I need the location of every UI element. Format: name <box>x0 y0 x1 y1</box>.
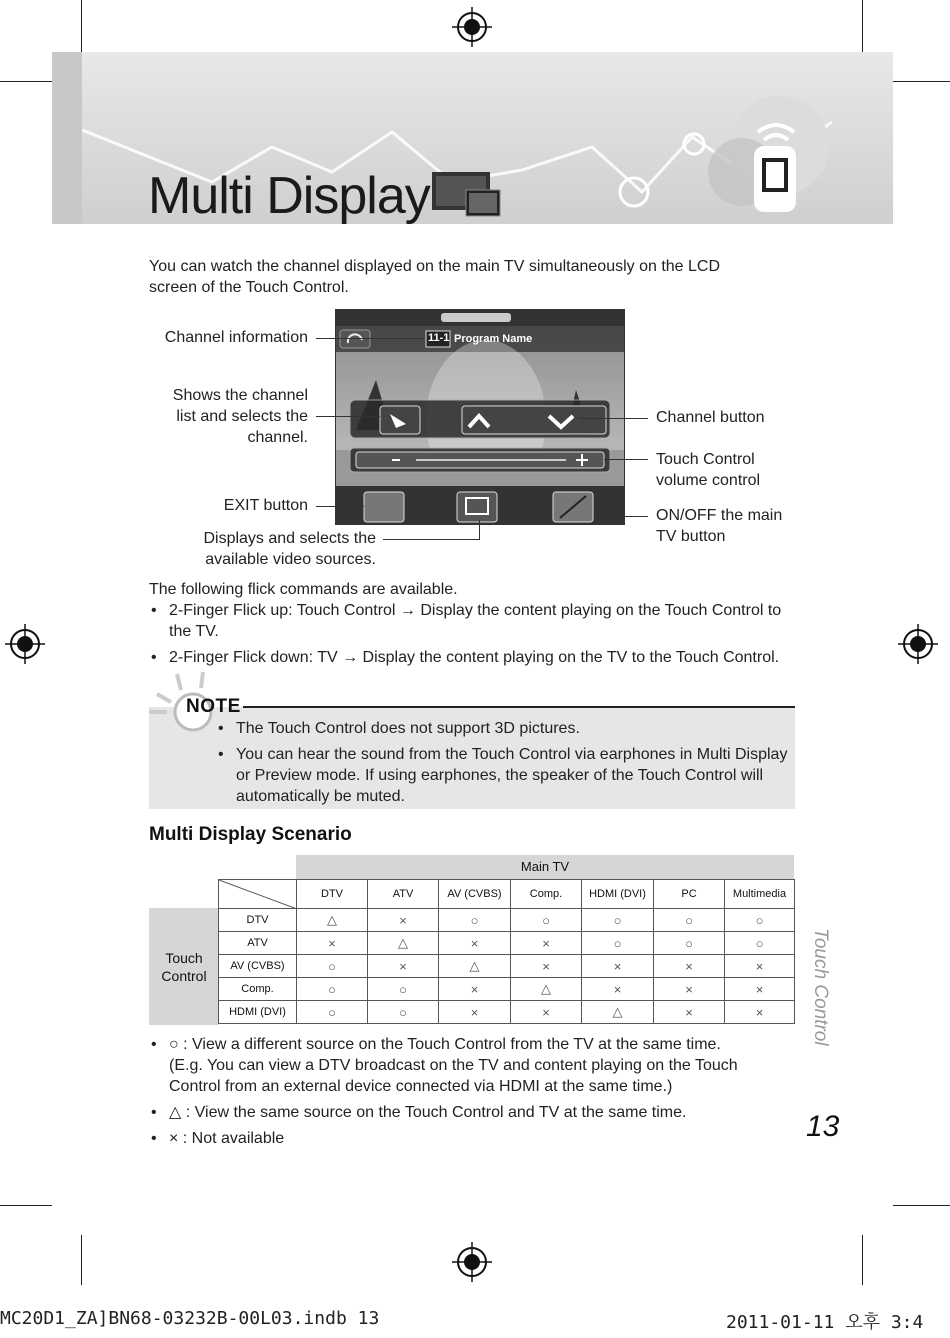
table-cell: ○ <box>297 978 368 1001</box>
legend-text: ○ : View a different source on the Touch Control from the TV at the same time. <box>169 1036 721 1053</box>
channel-number: 11-1 <box>428 332 450 344</box>
touch-control-label: Touch Control <box>161 949 207 984</box>
table-cell: × <box>582 978 654 1001</box>
column-header: Comp. <box>511 880 582 909</box>
table-cell: ○ <box>582 909 654 932</box>
list-item: • 2-Finger Flick down: TV → Display the content playing on the TV to the Touch Control. <box>149 647 794 668</box>
table-cell: × <box>654 978 725 1001</box>
table-cell: × <box>725 978 795 1001</box>
table-header-row <box>219 880 795 909</box>
callout-volume-control: Touch Control volume control <box>656 451 761 489</box>
table-row <box>219 978 795 1001</box>
crop-mark <box>0 1205 52 1206</box>
crop-mark <box>0 81 52 82</box>
touch-control-device-icon <box>748 120 804 216</box>
table-cell: × <box>511 932 582 955</box>
table-cell: × <box>654 1001 725 1024</box>
table-cell: × <box>725 955 795 978</box>
registration-mark-icon <box>452 7 492 47</box>
table-cell: ○ <box>725 932 795 955</box>
main-tv-header: Main TV <box>296 855 794 879</box>
column-header: AV (CVBS) <box>439 880 511 909</box>
crop-mark <box>862 0 863 52</box>
row-header: AV (CVBS) <box>219 955 297 978</box>
leader-line <box>604 459 648 460</box>
table-cell: × <box>439 1001 511 1024</box>
leader-line <box>479 520 480 540</box>
callout-exit-button: EXIT button <box>223 497 308 514</box>
legend-text: × : Not available <box>169 1130 285 1147</box>
table-cell: ○ <box>439 909 511 932</box>
leader-line <box>383 539 480 540</box>
side-section-label: Touch Control <box>810 928 831 1046</box>
footer-timestamp: 2011-01-11 오후 3:4 <box>726 1312 924 1333</box>
callout-channel-button: Channel button <box>656 409 765 426</box>
list-item: • The Touch Control does not support 3D pictures. <box>216 718 792 739</box>
table-cell: ○ <box>511 909 582 932</box>
row-header: HDMI (DVI) <box>219 1001 297 1024</box>
column-header: HDMI (DVI) <box>582 880 654 909</box>
legend-text: (E.g. You can view a DTV broadcast on the TV and content playing on the Touch Control from an external device connected via HDMI at the same time.) <box>169 1057 738 1095</box>
leader-line <box>578 418 648 419</box>
table-cell: × <box>582 955 654 978</box>
table-cell: × <box>511 955 582 978</box>
table-cell: × <box>725 1001 795 1024</box>
table-row <box>219 1001 795 1024</box>
legend-text: △ : View the same source on the Touch Control and TV at the same time. <box>169 1104 687 1121</box>
table-cell: ○ <box>297 955 368 978</box>
table-cell: ○ <box>654 932 725 955</box>
legend-list <box>149 1034 784 1154</box>
multi-display-icon <box>432 172 502 218</box>
list-item <box>149 1034 784 1097</box>
table-cell: × <box>439 932 511 955</box>
table-cell: ○ <box>725 909 795 932</box>
table-cell: × <box>368 955 439 978</box>
table-cell: × <box>368 909 439 932</box>
callout-onoff-button: ON/OFF the main TV button <box>656 507 783 545</box>
registration-mark-icon <box>5 624 45 664</box>
program-name: Program Name <box>454 333 533 345</box>
diagonal-line <box>219 880 297 909</box>
leader-line <box>316 506 364 507</box>
table-cell: ○ <box>582 932 654 955</box>
column-header: Multimedia <box>725 880 795 909</box>
list-item <box>149 1102 784 1123</box>
table-cell: △ <box>439 955 511 978</box>
note-rule <box>243 706 795 708</box>
crop-mark <box>893 81 950 82</box>
column-header: DTV <box>297 880 368 909</box>
flick-list <box>149 600 794 673</box>
crop-mark <box>862 1235 863 1285</box>
table-cell: × <box>439 978 511 1001</box>
scenario-title: Multi Display Scenario <box>149 824 352 845</box>
note-list <box>216 718 792 812</box>
table-cell: ○ <box>368 1001 439 1024</box>
banner-left-strip <box>52 52 82 224</box>
intro-text: You can watch the channel displayed on the main TV simultaneously on the LCD screen of the Touch Control. <box>149 258 721 296</box>
list-item: • 2-Finger Flick up: Touch Control → Display the content playing on the Touch Control to the TV. <box>149 600 794 642</box>
table-row <box>219 955 795 978</box>
touch-control-header <box>149 908 219 1025</box>
table-cell: × <box>297 932 368 955</box>
table-cell: ○ <box>368 978 439 1001</box>
flick-intro: The following flick commands are available. <box>149 581 458 598</box>
table-cell: ○ <box>297 1001 368 1024</box>
list-item: • You can hear the sound from the Touch Control via earphones in Multi Display or Preview mode. If using earphones, the speaker of the Touch Control will automatically be muted. <box>216 744 792 807</box>
page-title: Multi Display <box>148 167 430 225</box>
table-cell: △ <box>582 1001 654 1024</box>
column-header: ATV <box>368 880 439 909</box>
registration-mark-icon <box>898 624 938 664</box>
callout-channel-list: Shows the channel list and selects the channel. <box>172 387 308 446</box>
leader-line <box>594 516 648 517</box>
callout-channel-information: Channel information <box>164 329 308 346</box>
table-cell: △ <box>297 909 368 932</box>
crop-mark <box>81 1235 82 1285</box>
page-number: 13 <box>806 1110 840 1143</box>
leader-line <box>316 338 424 339</box>
table-corner-cell <box>219 880 297 909</box>
registration-mark-icon <box>452 1242 492 1282</box>
table-row <box>219 909 795 932</box>
row-header: ATV <box>219 932 297 955</box>
table-cell: ○ <box>654 909 725 932</box>
crop-mark <box>81 0 82 52</box>
scenario-table <box>218 879 795 1024</box>
table-cell: × <box>511 1001 582 1024</box>
note-title: NOTE <box>186 696 241 717</box>
table-row <box>219 932 795 955</box>
list-item <box>149 1128 784 1149</box>
table-cell: × <box>654 955 725 978</box>
row-header: DTV <box>219 909 297 932</box>
callout-video-sources: Displays and selects the available video sources. <box>203 530 376 568</box>
leader-line <box>316 416 380 417</box>
column-header: PC <box>654 880 725 909</box>
crop-mark <box>893 1205 950 1206</box>
footer-file-info: MC20D1_ZA]BN68-03232B-00L03.indb 13 <box>0 1308 380 1329</box>
table-cell: △ <box>368 932 439 955</box>
table-cell: △ <box>511 978 582 1001</box>
row-header: Comp. <box>219 978 297 1001</box>
